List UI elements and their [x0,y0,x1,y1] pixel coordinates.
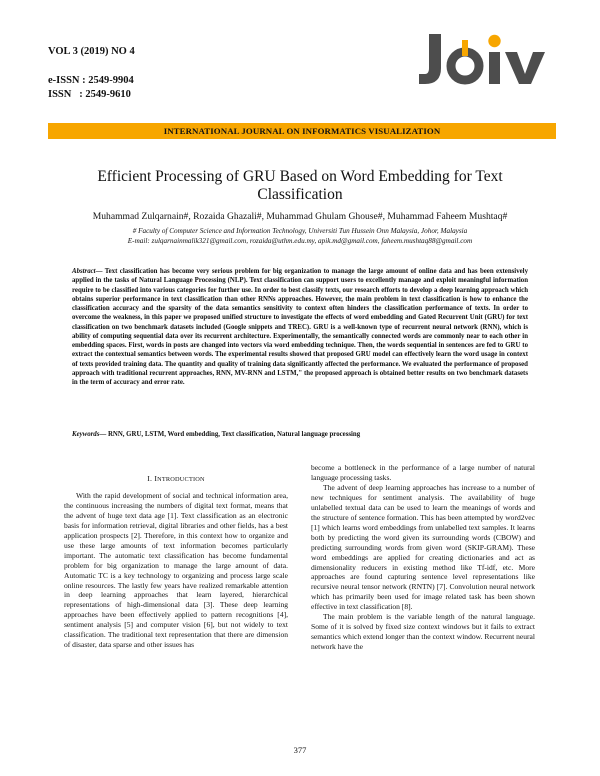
keywords-text: RNN, GRU, LSTM, Word embedding, Text classification, Natural language processing [107,431,361,438]
journal-banner [48,123,556,139]
intro-continuation: become a bottleneck in the performance of a large number of natural language processing tasks. [311,463,535,482]
column-right [311,463,535,652]
abstract-dash: — [95,268,105,275]
paper-affiliation-block [40,227,560,246]
keywords-label: Keywords [72,431,100,438]
section-number: I. [147,474,155,483]
journal-logo [415,28,555,90]
journal-issn: ISSN : 2549-9610 [48,89,131,100]
paper-affiliation: # Faculty of Computer Science and Information Technology, Universiti Tun Hussein Onn Malaysia, Johor, Malaysia [132,227,468,235]
intro-paragraph-3: The main problem is the variable length of the natural language. Some of it is solved by fixed size context windows but it fails to extract semantics which extend longer than the context window. Recurrent neural network have the [311,612,535,652]
page-number: 377 [293,745,307,755]
journal-volume: VOL 3 (2019) NO 4 [48,46,135,57]
abstract-text: Text classification has become very serious problem for big organization to manage the large amount of online data and has been extensively applied in the tasks of Natural Language Processing (NLP). Text classification can support users to excellently manage and exploit meaningful information require to be classified into various categories for further use. In order to best classify texts, our research efforts to develop a deep learning approach which obtains superior performance in text classification than other RNNs approaches. However, the main problem in text classification is how to enhance the classification accuracy and the sparsity of the data semantics sensitivity to context often hinders the classification performance of texts. In order to overcome the weakness, in this paper we proposed unified structure to investigate the effects of word embedding and Gated Recurrent Unit (GRU) for text classification on two benchmark datasets included (Google snippets and TREC). GRU is a well-known type of recurrent neural network (RNN), which is ability of computing sequential data over its recurrent architecture. Experimentally, the semantically connected words are commonly near to each other in embedding spaces. First, words in posts are changed into vectors via word embedding technique. Then, the words sequential in sentences are fed to GRU to extract the contextual semantics between words. The experimental results showed that proposed GRU model can effectively learn the word usage in context of texts provided training data. The quantity and quality of training data significantly affected the performance. We evaluated the performance of proposed approach with traditional recurrent approaches, RNN, MV-RNN and LSTM," the proposed approach is obtained better results on two benchmark datasets in the term of accuracy and error rate. [72,268,528,386]
paper-title: Efficient Processing of GRU Based on Word Embedding for Text Classification [97,168,503,203]
paper-email: E-mail: zulqarnainmalik321@gmail.com, rozaida@uthm.edu.my, apik.md@gmail.com, faheem.mushtaq88@gmail.com [127,236,473,245]
section-title-rest: NTRODUCTION [157,476,205,483]
paper-abstract [72,267,528,387]
column-left [64,474,288,650]
keywords-dash: — [99,431,108,438]
journal-eissn: e-ISSN : 2549-9904 [48,75,134,86]
abstract-label: Abstract [72,268,96,275]
intro-paragraph-2: The advent of deep learning approaches has increase to a number of new techniques for sentiment analysis. The availability of huge unlabelled textual data can be used to learn the meanings of words and the structure of sentence formation. This has been attempted by word2vec [1] which learns word embeddings from unlabelled text samples. It learns both by predicting the word given its surrounding words (CBOW) and predicting surrounding words from given word (SKIP-GRAM). These word embeddings are applied for creating dictionaries and act as dimensionality reducers in existing method like Tf-idf, etc. More approaches are found capturing sentence level representations like recursive neural tensor network (RNTN) [7]. Convolution neural network which has primarily been used for image related task has been shown effective in text classification [8]. [311,482,535,612]
section-heading-introduction [64,474,288,485]
journal-banner-text: INTERNATIONAL JOURNAL ON INFORMATICS VISUALIZATION [163,126,441,136]
paper-keywords [72,431,528,438]
paper-authors: Muhammad Zulqarnain#, Rozaida Ghazali#, Muhammad Ghulam Ghouse#, Muhammad Faheem Mushtaq# [92,211,508,222]
intro-paragraph-1: With the rapid development of social and technical information area, the continuous increasing the numbers of digital text format, means that the advent of huge text data age [1]. Text classification as an electronic basis for information retrieval, digital libraries and other fields, has a best application prospects [2]. Therefore, in this context how to organize and use these large amounts of text information becomes particularly important. The automatic text classification has become fundamental problem for big organization to manage the large amount of data. Automatic TC is a key technology to organizing and process large scale online resources. The lastly few years have realized remarkable attention in deep learning approaches that learn layered, hierarchical representations of high-dimensional data [3]. These deep learning approaches have been effectively applied to pattern recognitions [4], sentiment analysis [5] and computer vision [6], but not widely to text classification. The traditional text representation that there are dimension of disaster, data sparse and other issues has [64,490,288,650]
section-title-first: I [154,474,158,483]
